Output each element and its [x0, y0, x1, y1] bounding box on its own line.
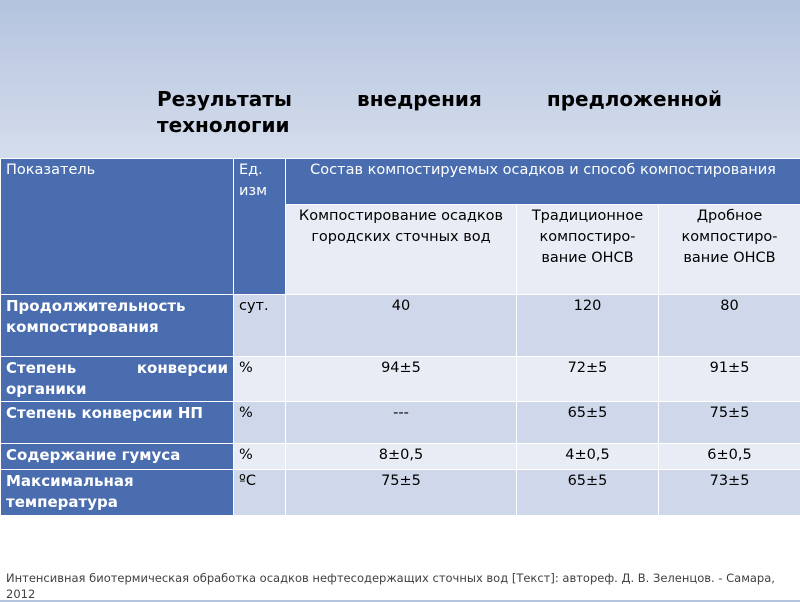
- row-unit: %: [234, 357, 286, 402]
- row-unit: %: [234, 444, 286, 470]
- row-value-fractional: 6±0,5: [659, 444, 800, 470]
- results-table: [0, 158, 800, 516]
- header-indicator: Показатель: [1, 159, 234, 295]
- row-value-traditional: 65±5: [517, 402, 659, 444]
- row-value-traditional: 120: [517, 295, 659, 357]
- row-value-urban: ---: [286, 402, 517, 444]
- row-label: Максимальная температура: [1, 470, 234, 516]
- row-value-urban: 8±0,5: [286, 444, 517, 470]
- row-label: Степень конверсии органики: [1, 357, 234, 402]
- row-value-urban: 94±5: [286, 357, 517, 402]
- row-value-urban: 40: [286, 295, 517, 357]
- row-value-fractional: 91±5: [659, 357, 800, 402]
- header-unit: Ед. изм: [234, 159, 286, 295]
- row-label: Продолжительность компостирования: [1, 295, 234, 357]
- table-row: [1, 295, 800, 357]
- row-value-traditional: 72±5: [517, 357, 659, 402]
- header-col-urban: Компостирование осадков городских сточных вод: [286, 205, 517, 295]
- table-row: [1, 357, 800, 402]
- row-unit: %: [234, 402, 286, 444]
- row-value-fractional: 80: [659, 295, 800, 357]
- header-col-fractional: Дробное компостиро-вание ОНСВ: [659, 205, 800, 295]
- source-citation: Интенсивная биотермическая обработка осадков нефтесодержащих сточных вод [Текст]: автореф. Д. В. Зеленцов. - Самара, 2012: [6, 570, 786, 602]
- row-value-fractional: 75±5: [659, 402, 800, 444]
- slide-title: Результаты внедрения предложенной технологии: [157, 86, 722, 138]
- table-row: [1, 470, 800, 516]
- row-unit: ºC: [234, 470, 286, 516]
- header-group: Состав компостируемых осадков и способ компостирования: [286, 159, 800, 205]
- row-value-urban: 75±5: [286, 470, 517, 516]
- row-value-traditional: 65±5: [517, 470, 659, 516]
- row-value-traditional: 4±0,5: [517, 444, 659, 470]
- header-col-traditional: Традиционное компостиро-вание ОНСВ: [517, 205, 659, 295]
- row-value-fractional: 73±5: [659, 470, 800, 516]
- table-row: [1, 402, 800, 444]
- row-label: Степень конверсии НП: [1, 402, 234, 444]
- row-unit: сут.: [234, 295, 286, 357]
- table-header-row: [1, 159, 800, 205]
- row-label: Содержание гумуса: [1, 444, 234, 470]
- table-row: [1, 444, 800, 470]
